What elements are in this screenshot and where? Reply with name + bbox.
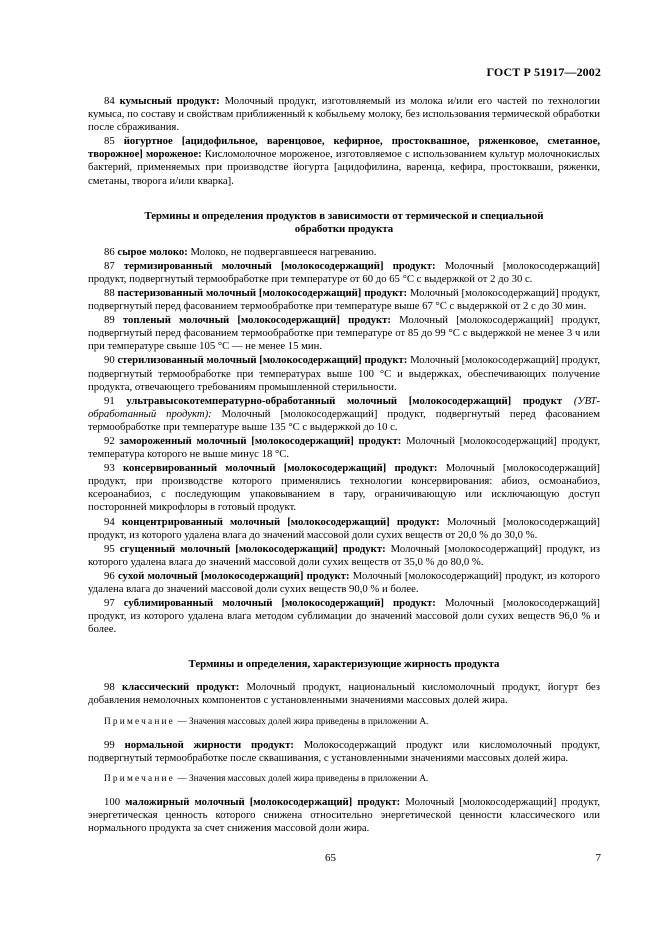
definition-92: 92 замороженный молочный [молокосодержащий] продукт: Молочный [молокосодержащий] продукт, температура которого не выше минус 18 °С. xyxy=(88,434,600,461)
page-number-right: 7 xyxy=(595,852,601,864)
note-99: Примечание — Значения массовых долей жира приведены в приложении А. xyxy=(104,773,429,784)
definition-87: 87 термизированный молочный [молокосодержащий] продукт: Молочный [молокосодержащий] продукт, подвергнутый термообработке при температуре от 60 до 65 °С с выдержкой от 2 до 30 с. xyxy=(88,259,600,285)
definition-86: 86 сырое молоко: Молоко, не подвергавшееся нагреванию. xyxy=(104,245,377,258)
document-body xyxy=(88,95,600,836)
definition-99: 99 нормальной жирности продукт: Молокосодержащий продукт или кисломолочный продукт, подвергнутый термообработке после сквашивания, с установленными значениями массовых долей жира. xyxy=(88,738,601,764)
definition-98: 98 классический продукт: Молочный продукт, национальный кисломолочный продукт, йогурт без добавления немолочных компонентов с установленными значениями массовых долей жира. xyxy=(88,681,600,707)
definition-96: 96 сухой молочный [молокосодержащий] продукт: Молочный [молокосодержащий] продукт, из которого удалена влага до значений массовой доли сухих веществ 90,0 % и более. xyxy=(88,569,601,595)
definition-85: 85 йогуртное [ацидофильное, варенцовое, кефирное, простоквашное, ряженковое, сметанное, творожное] мороженое: Кисломолочное мороженое, изготовляемое с использованием культур молочнокислых бактерий, применяемых при производстве йогурта [ацидофилина, варенца, кефира, простокваши, ряженки, сметаны, творога и/или кварка]. xyxy=(88,135,601,187)
definition-89: 89 топленый молочный [молокосодержащий] продукт: Молочный [молокосодержащий] продукт, подвергнутый перед фасованием термообработке при температуре от 85 до 99 °С с выдержкой не менее 3 ч или при температуре свыше 105 °С — не менее 15 мин. xyxy=(88,314,600,353)
page-number-center: 65 xyxy=(325,852,336,864)
definition-94: 94 концентрированный молочный [молокосодержащий] продукт: Молочный [молокосодержащий] продукт, из которого удалена влага до значений массовой доли сухих веществ от 20,0 % до 30,0 %. xyxy=(88,515,600,541)
note-98: Примечание — Значения массовых долей жира приведены в приложении А. xyxy=(104,716,429,727)
section-title-fat: Термины и определения, характеризующие жирность продукта xyxy=(188,658,500,671)
document-code: ГОСТ Р 51917—2002 xyxy=(486,65,601,79)
definition-95: 95 сгущенный молочный [молокосодержащий] продукт: Молочный [молокосодержащий] продукт, из которого удалена влага до значений массовой доли сухих веществ от 35,0 % до 80,0 %. xyxy=(88,542,600,568)
definition-88: 88 пастеризованный молочный [молокосодержащий] продукт: Молочный [молокосодержащий] продукт, подвергнутый перед фасованием термообработке при температуре выше 67 °С с выдержкой от 2 с до 30 мин. xyxy=(88,286,600,313)
section-title-thermal: Термины и определения продуктов в зависимости от термической и специальной обработки продукта xyxy=(144,209,544,235)
definition-90: 90 стерилизованный молочный [молокосодержащий] продукт: Молочный [молокосодержащий] продукт, подвергнутый термообработке при температурах выше 100 °С и выдержках, обеспечивающих получение продукта, отвечающего требованиям промышленной стерильности. xyxy=(88,354,600,393)
definition-93: 93 консервированный молочный [молокосодержащий] продукт: Молочный [молокосодержащий] продукт, при производстве которого применялись технологии консервирования: абиоз, осмоанабиоз, ксероанабиоз, с последующим упаковыванием в тару, ограничивающую или исключающую доступ посторонней микрофлоры в готовый продукт. xyxy=(88,462,600,514)
definition-84: 84 кумысный продукт: Молочный продукт, изготовляемый из молока и/или его частей по технологии кумыса, по составу и свойствам приближенный к кобыльему молоку, без использования термической обработки после сбраживания. xyxy=(88,95,601,134)
definition-97: 97 сублимированный молочный [молокосодержащий] продукт: Молочный [молокосодержащий] продукт, из которого удалена влага методом сублимации до значений массовой доли сухих веществ 96,0 % и более. xyxy=(88,597,600,636)
definition-91: 91 ультравысокотемпературно-обработанный молочный [молокосодержащий] продукт (УВТ-обработанный продукт): Молочный [молокосодержащий] продукт, подвергнутый перед фасованием термообработке при температуре выше 135 °С с выдержкой до 10 с. xyxy=(88,394,601,433)
definition-100: 100 маложирный молочный [молокосодержащий] продукт: Молочный [молокосодержащий] продукт, энергетическая ценность которого снижена относительно энергетической ценности классического или нормального продукта за счет снижения массовой доли жира. xyxy=(88,795,601,835)
